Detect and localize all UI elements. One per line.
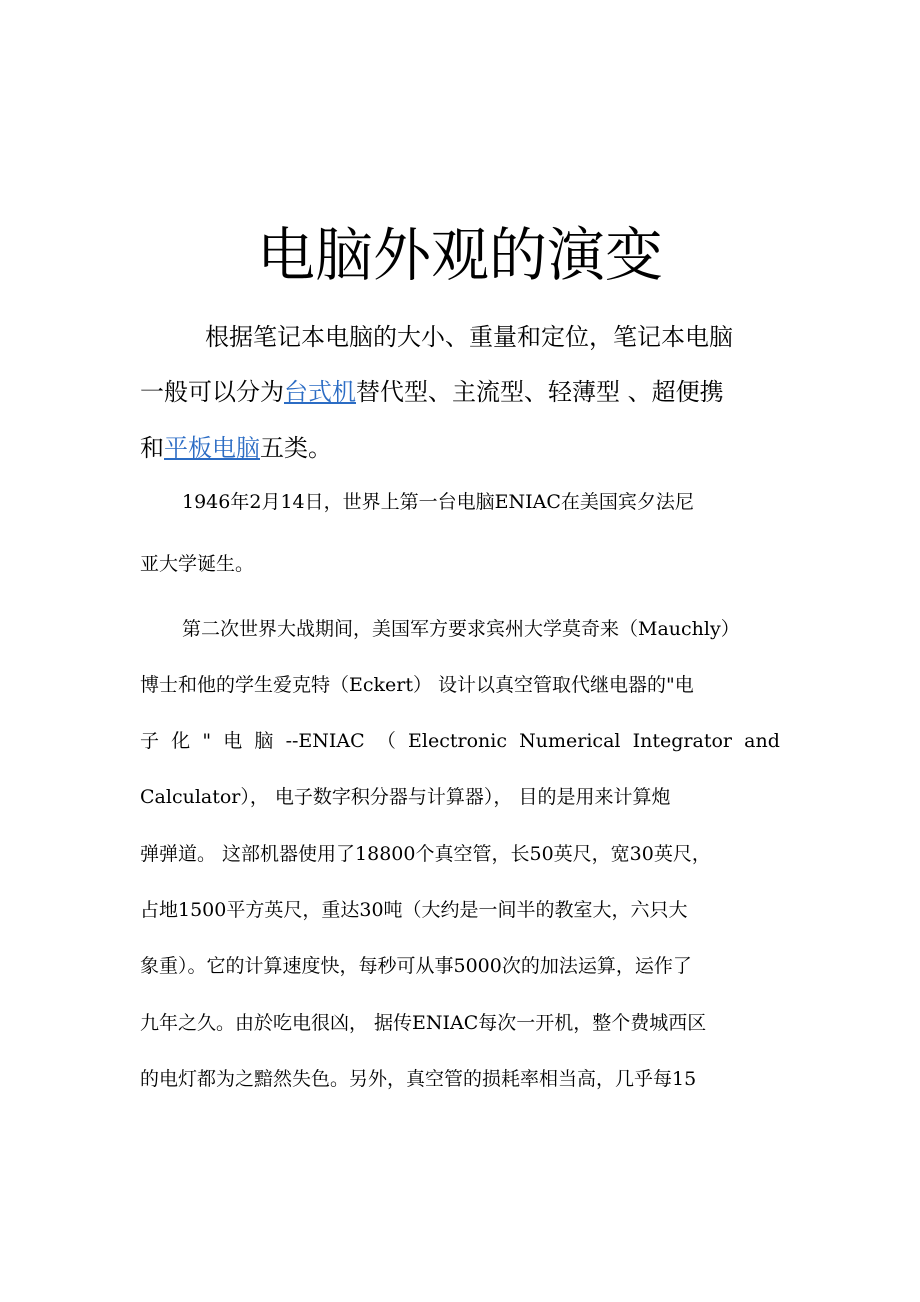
para1-line1: 根据笔记本电脑的大小、重量和定位，笔记本电脑 xyxy=(205,323,733,351)
para3-line1: 第二次世界大战期间，美国军方要求宾州大学莫奇来（Mauchly） xyxy=(182,618,740,640)
para1-line3-text-after: 五类。 xyxy=(260,434,332,462)
para3-line3-word: Numerical xyxy=(519,730,621,752)
para3-line6: 占地1500平方英尺，重达30吨（大约是一间半的教室大，六只大 xyxy=(140,899,688,921)
para3-line3-word: 化 xyxy=(171,730,191,752)
desktop-computer-link[interactable]: 台式机 xyxy=(284,378,356,406)
para2-line2: 亚大学诞生。 xyxy=(140,553,255,575)
para3-line5: 弹弹道。 这部机器使用了18800个真空管，长50英尺，宽30英尺， xyxy=(140,843,711,865)
para1-line3-text-before: 和 xyxy=(140,434,164,462)
para3-line3-word: 电 xyxy=(223,730,243,752)
para3-line3-word: --ENIAC xyxy=(285,730,365,752)
para3-line3 xyxy=(140,728,780,754)
para3-line3-word: " xyxy=(202,730,212,752)
para1-line2 xyxy=(140,377,724,407)
para3-line3-word: 子 xyxy=(140,730,160,752)
para1-line2-text-after: 替代型、主流型、轻薄型 、超便携 xyxy=(356,378,724,406)
para3-line3-word: 脑 xyxy=(254,730,274,752)
para2-line1: 1946年2月14日，世界上第一台电脑ENIAC在美国宾夕法尼 xyxy=(182,491,694,513)
tablet-computer-link[interactable]: 平板电脑 xyxy=(164,434,260,462)
para3-line7: 象重）。它的计算速度快，每秒可从事5000次的加法运算，运作了 xyxy=(140,955,692,977)
para3-line8: 九年之久。由於吃电很凶， 据传ENIAC每次一开机，整个费城西区 xyxy=(140,1012,707,1034)
para1-line2-text-before: 一般可以分为 xyxy=(140,378,284,406)
para3-line3-word: Electronic xyxy=(408,730,507,752)
para3-line3-word: and xyxy=(744,730,780,752)
para3-line3-word: Integrator xyxy=(632,730,732,752)
para3-line2: 博士和他的学生爱克特（Eckert） 设计以真空管取代继电器的"电 xyxy=(140,674,694,696)
para1-line3 xyxy=(140,433,332,463)
para3-line3-word: （ xyxy=(376,730,396,752)
para3-line9: 的电灯都为之黯然失色。另外，真空管的损耗率相当高，几乎每15 xyxy=(140,1068,697,1090)
para3-line4: Calculator）， 电子数字积分器与计算器）， 目的是用来计算炮 xyxy=(140,786,671,808)
document-title: 电脑外观的演变 xyxy=(256,221,663,289)
